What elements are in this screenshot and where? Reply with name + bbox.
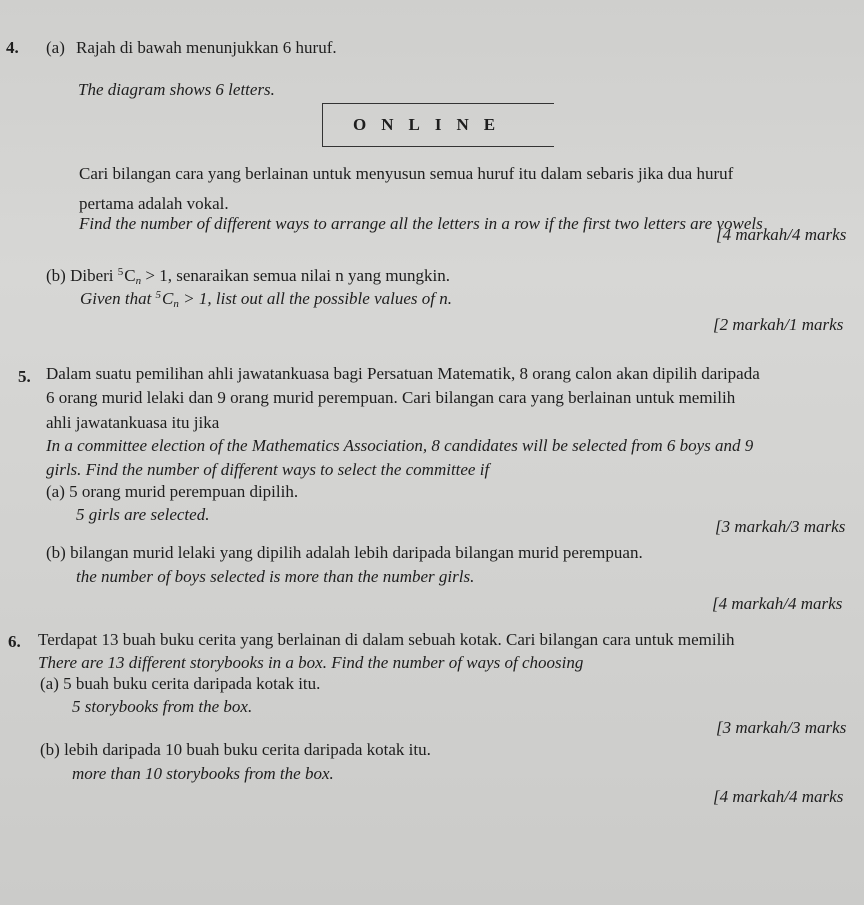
combination-sup: 5 [117,266,124,278]
q5b-en: the number of boys selected is more than the number girls. [76,567,475,586]
q5b-ms: (b) bilangan murid lelaki yang dipilih adalah lebih daripada bilangan murid perempuan. [46,543,643,562]
q5a-en: 5 girls are selected. [76,505,210,524]
q4a-label: (a) [46,38,65,57]
q5-en-line1: In a committee election of the Mathematics Association, 8 candidates will be selected from 6 boys and 9 [46,436,754,455]
q4b-ms-rest: , senaraikan semua nilai n yang mungkin. [167,266,451,285]
combination-c-en: C [162,289,174,308]
q6b-marks: [4 markah/4 marks [713,787,844,806]
letter-3: L [408,115,420,134]
combination-sub-en: n [173,298,179,310]
q4a-question-en: Find the number of different ways to arrange all the letters in a row if the first two letters are vowels [79,214,763,233]
q4b-diberi: Diberi [70,266,114,285]
q4b-en-rest: , list out all the possible values of n. [207,289,452,308]
q5-number: 5. [18,367,31,386]
q6-number: 6. [8,632,21,651]
q6-ms-line1: Terdapat 13 buah buku cerita yang berlainan di dalam sebuah kotak. Cari bilangan cara untuk memilih [38,630,735,649]
q4-number: 4. [6,38,19,57]
q4a-text-en: The diagram shows 6 letters. [78,80,275,99]
letter-4: I [434,115,442,134]
combination-gt-en: > 1 [178,289,208,308]
q5-ms-line2: 6 orang murid lelaki dan 9 orang murid perempuan. Cari bilangan cara yang berlainan untuk memilih [46,388,736,407]
q5-en-line2: girls. Find the number of different ways to select the committee if [46,460,490,479]
q6b-ms: (b) lebih daripada 10 buah buku cerita daripada kotak itu. [40,740,431,759]
q5a-marks: [3 markah/3 marks [715,517,846,536]
q6a-marks: [3 markah/3 marks [716,718,847,737]
q6a-en: 5 storybooks from the box. [72,697,253,716]
letter-2: N [381,115,394,134]
letter-6: E [483,115,496,134]
q4a-question-ms-2: pertama adalah vokal. [79,194,229,213]
q5-ms-line1: Dalam suatu pemilihan ahli jawatankuasa bagi Persatuan Matematik, 8 orang calon akan dipilih daripada [46,364,760,383]
q6a-ms: (a) 5 buah buku cerita daripada kotak itu. [40,674,321,693]
letter-5: N [456,115,469,134]
combination-sub: n [135,275,142,287]
q5b-marks: [4 markah/4 marks [712,594,843,613]
q4b-text-en [80,285,452,314]
q4a-marks: [4 markah/4 marks [716,225,847,244]
q4a-text-ms: Rajah di bawah menunjukkan 6 huruf. [76,38,337,57]
q4a-question-ms-1: Cari bilangan cara yang berlainan untuk menyusun semua huruf itu dalam sebaris jika dua huruf [79,164,734,183]
combination-sup-en: 5 [155,289,162,301]
q4b-label: (b) [46,266,66,285]
q6-en-line1: There are 13 different storybooks in a box. Find the number of ways of choosing [38,653,584,672]
combination-c: C [124,266,136,285]
q4b-given: Given that [80,289,152,308]
letter-1: O [353,115,367,134]
q4b-marks: [2 markah/1 marks [713,315,844,334]
q5a-ms: (a) 5 orang murid perempuan dipilih. [46,482,299,501]
letters-diagram [322,103,554,147]
q6b-en: more than 10 storybooks from the box. [72,764,334,783]
q5-ms-line3: ahli jawatankuasa itu jika [46,413,220,432]
combination-gt: > 1 [141,266,168,285]
